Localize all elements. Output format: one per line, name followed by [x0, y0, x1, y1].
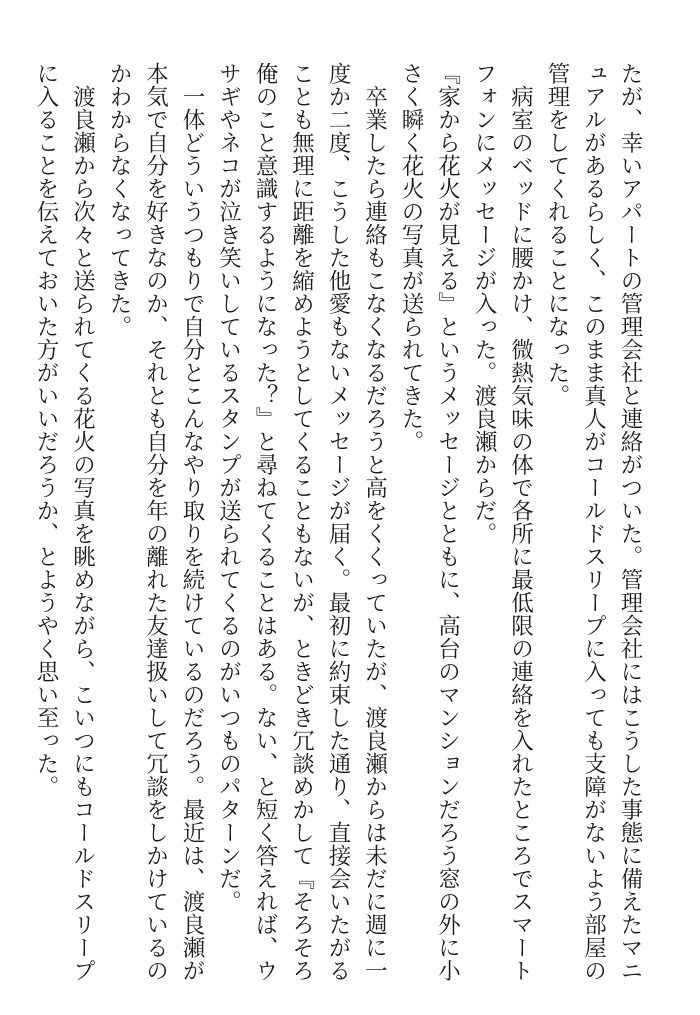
- paragraph-4: 卒業したら連絡もこなくなるだろうと高をくくっていたが、渡良瀬からは未だに週に一度か二度、こうした他愛もないメッセージが届く。最初に約束した通り、直接会いたがることも無理に距離を縮めようとしてくることもないが、ときどき冗談めかして『そろそろ俺のこと意識するようになった？』と尋ねてくることはある。ない、と短く答えれば、ウサギやネコが泣き笑いしているスタンプが送られてくるのがいつものパターンだ。: [215, 62, 388, 982]
- paragraph-5: 一体どういうつもりで自分とこんなやり取りを続けているのだろう。最近は、渡良瀬が本気で自分を好きなのか、それとも自分を年の離れた友達扱いして冗談をしかけているのかわからなくなってきた。: [106, 62, 205, 982]
- paragraph-2: 病室のベッドに腰かけ、微熱気味の体で各所に最低限の連絡を入れたところでスマートフォンにメッセージが入った。渡良瀬からだ。: [471, 62, 534, 982]
- paragraph-6: 渡良瀬から次々と送られてくる花火の写真を眺めながら、こいつにもコールドスリープに入ることを伝えておいた方がいいだろうか、とようやく思い至った。: [33, 62, 96, 982]
- paragraph-1: たが、幸いアパートの管理会社と連絡がついた。管理会社にはこうした事態に備えたマニュアルがあるらしく、このまま真人がコールドスリープに入っても支障がないよう部屋の管理をしてくれることになった。: [544, 62, 643, 982]
- vertical-text-body: [28, 62, 649, 982]
- paragraph-3: 『家から花火が見える』というメッセージとともに、高台のマンションだろう窓の外に小さく瞬く花火の写真が送られてきた。: [398, 62, 461, 982]
